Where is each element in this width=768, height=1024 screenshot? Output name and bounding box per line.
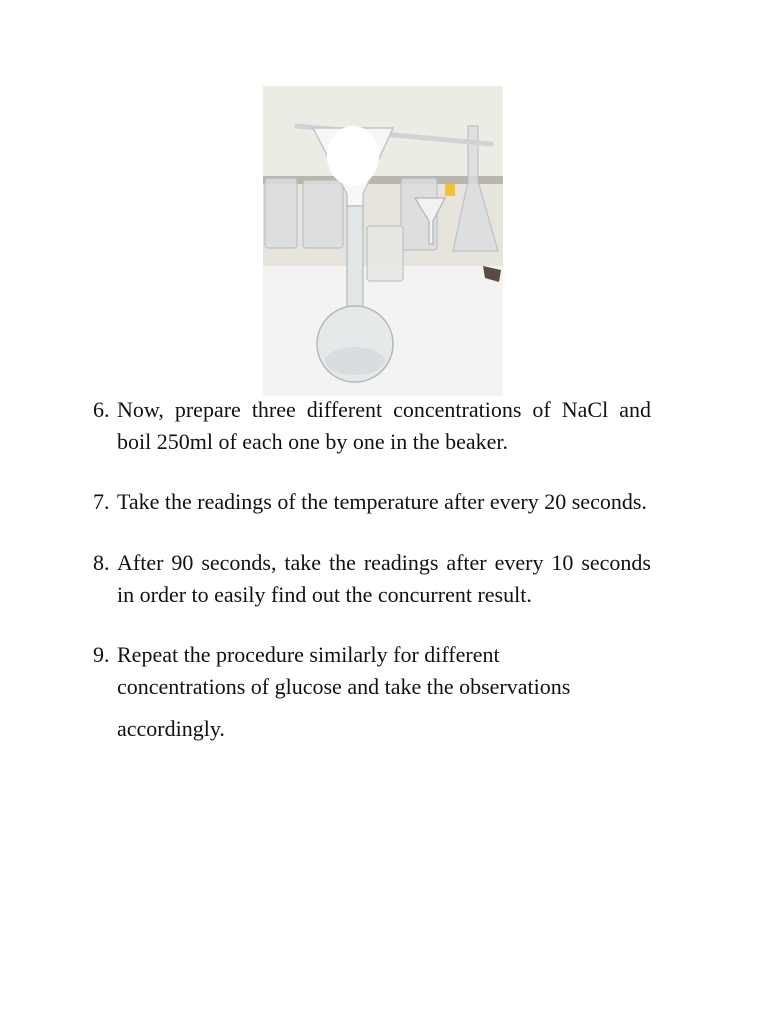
- step-text-line: concentrations of glucose and take the observations: [117, 674, 571, 699]
- step-number: 6.: [93, 397, 110, 422]
- step-text: Take the readings of the temperature after every 20 seconds.: [117, 489, 647, 514]
- step-number: 9.: [93, 642, 110, 667]
- step-number: 8.: [93, 550, 110, 575]
- step-text: After 90 seconds, take the readings after every 10 seconds in order to easily find out the concurrent result.: [117, 550, 651, 607]
- step-number: 7.: [93, 489, 110, 514]
- step-text: [117, 639, 651, 745]
- step-text-line: Repeat the procedure similarly for different: [117, 642, 500, 667]
- step-text: Now, prepare three different concentrations of NaCl and boil 250ml of each one by one in the beaker.: [117, 397, 651, 454]
- step-text-line: accordingly.: [117, 716, 225, 741]
- lab-glassware-photo: [263, 86, 503, 396]
